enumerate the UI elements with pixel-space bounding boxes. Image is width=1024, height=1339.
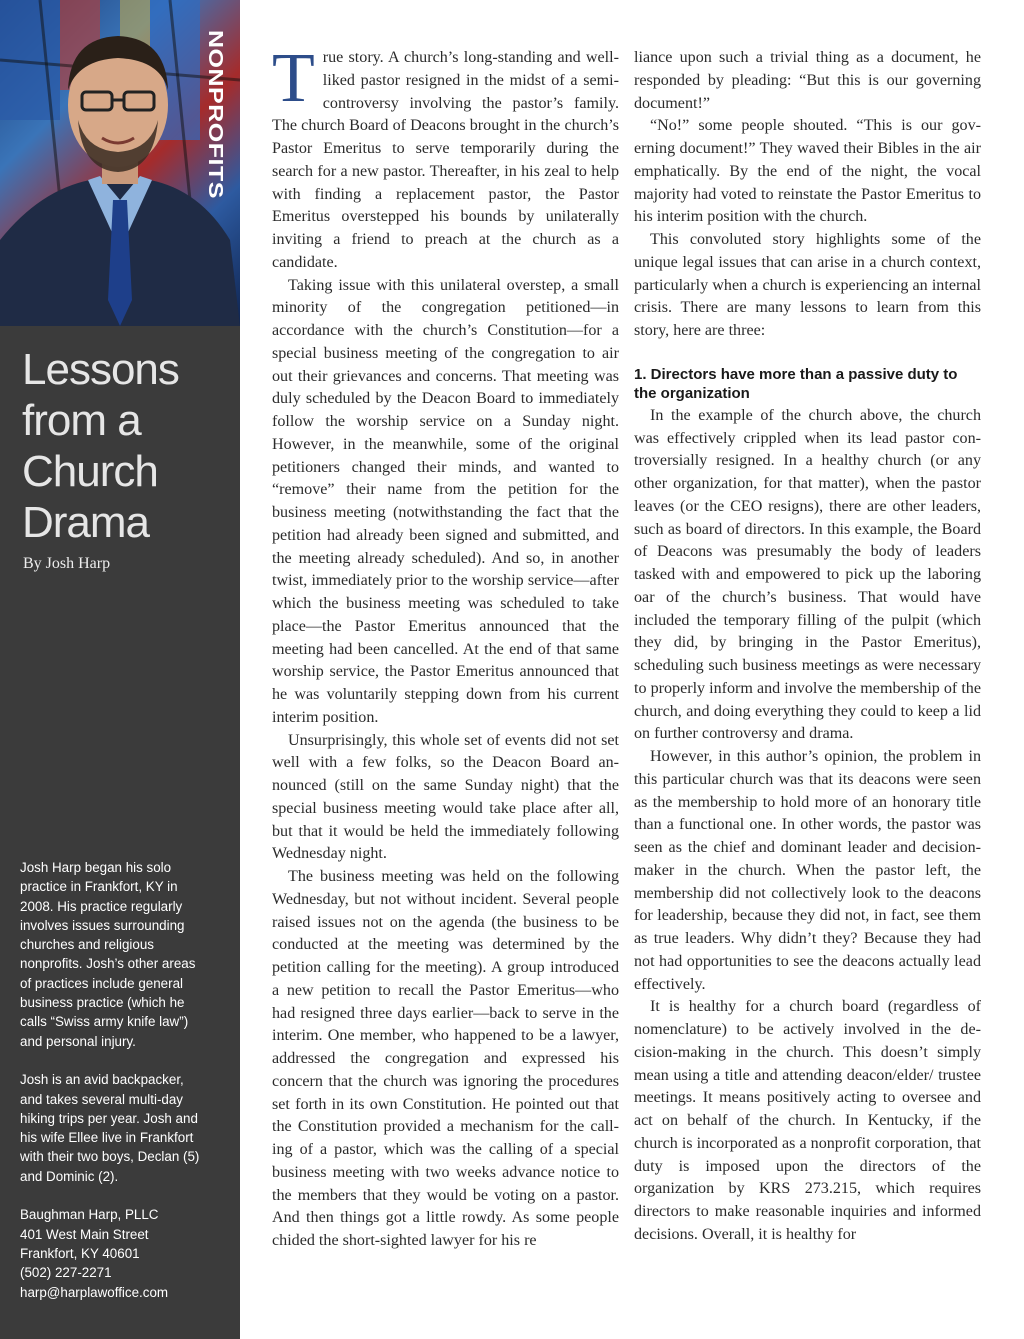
bio-line: churches and religious	[20, 937, 154, 953]
article-paragraph: Taking issue with this unilateral overstep, a small minority of the congregation petitioned—in accordance with the church’s Constitution—for a special business meeting of the congregation to air out their grievances and concerns. That meeting was duly scheduled by the Deacon Board to immediately follow the worship service on a Sunday night. However, in the meanwhile, some of the original petitioners changed their minds, and wanted to “remove” their name from the petition for the business meeting (notwithstanding the fact that the petition had already been signed and submitted, and the meeting already scheduled). And so, in another twist, immediately prior to the worship service—after which the business meeting was scheduled to take place—the Pastor Emeritus announced that the meeting had been cancelled. At the end of that same worship service, the Pastor Emeritus announced that he was voluntarily stepping down from his current interim position.	[272, 276, 619, 726]
bio-line: business practice (which he	[20, 995, 185, 1011]
bio-line: and takes several multi-day	[20, 1091, 183, 1107]
title-line: Lessons	[22, 345, 179, 394]
city-state-zip: Frankfort, KY 40601	[20, 1245, 140, 1261]
article-paragraph: However, in this author’s opinion, the problem in this particular church was that its deacons were seen as the membership to hold more of an honorary title than a functional one. In other words, the pastor was seen as the chief and dominant leader and decision-maker in the church. When the pastor left, the membership did not collectively look to the deacons for leadership, because they did not, in fact, see them as true leaders. Why didn’t they? Because they had not had opportunities to see the deacons actually lead effectively.	[634, 748, 981, 993]
bio-line: his wife Ellee live in Frankfort	[20, 1130, 194, 1146]
bio-line: of practices include general	[20, 975, 184, 991]
article-paragraph	[272, 40, 619, 275]
section-label: NONPROFITS	[204, 30, 228, 199]
bio-line: Josh Harp began his solo	[20, 860, 172, 875]
paragraph-text: rue story. A church’s long-standing and well-liked pastor resigned in the midst of a semi-controversy involving the pastor’s family. The church Board of Deacons brought in the church’s Pastor Emeritus to serve temporarily during the search for a new pastor. Thereafter, in his zeal to help with finding a replacement pastor, the Pastor Emeritus overstepped his bounds by unilaterally inviting a friend to preach at the church as a candidate.	[272, 49, 619, 271]
author-bio	[20, 858, 232, 1321]
article-column-2	[634, 47, 981, 1247]
byline: By Josh Harp	[23, 555, 111, 572]
article-paragraph: In the example of the church above, the church was effectively crippled when its lead pastor controversially resigned. In a healthy church (or any other organization, for that matter), when the pastor leaves (or the CEO resigns), there are other leaders, such as board of directors. In this example, the Board of Deacons was presumably the body of leaders tasked with and empowered to pick up the laboring oar of the church’s business. That would have included the temporary filling of the pulpit (which they did, by bringing in the Pastor Emeritus), scheduling such business meetings as were necessary to properly inform and involve the membership of the church, and doing everything they could to keep a lid on further controversy and drama.	[634, 406, 981, 743]
bio-line: nonprofits. Josh’s other areas	[20, 956, 196, 972]
bio-paragraph	[20, 858, 232, 1051]
title-line: from a	[22, 396, 141, 445]
article-title	[22, 344, 232, 548]
section-heading: 1. Directors have more than a passive duty to the organization	[634, 365, 958, 402]
bio-line: calls “Swiss army knife law”)	[20, 1014, 189, 1030]
bio-line: involves issues surrounding	[20, 917, 185, 933]
article-paragraph: This convoluted story highlights some of the unique legal issues that can arise in a church context, particularly when a church is experiencing an internal crisis. There are many lessons to learn from this story, here are three:	[634, 231, 981, 339]
bio-paragraph	[20, 1070, 232, 1186]
bio-line: with their two boys, Declan (5)	[20, 1149, 200, 1165]
author-sidebar	[0, 0, 240, 1339]
article-column-1	[272, 40, 619, 1253]
phone-number: (502) 227-2271	[20, 1265, 112, 1281]
bio-line: and personal injury.	[20, 1033, 136, 1049]
title-line: Church	[22, 447, 158, 496]
bio-line: and Dominic (2).	[20, 1168, 119, 1184]
article-paragraph: “No!” some people shouted. “This is our governing document!” They waved their Bibles in the air emphatically. By the end of the night, the vocal majority had voted to reinstate the Pastor Emeritus to his interim position with the church.	[634, 117, 981, 226]
drop-cap: T	[272, 40, 315, 117]
article-paragraph: Unsurprisingly, this whole set of events did not set well with a few folks, so the Deacon Board announced (still on the same Sunday night) that the special business meeting would take place after all, but that it would be held the immediately following Wednesday night.	[272, 731, 619, 863]
title-line: Drama	[22, 498, 150, 547]
article-paragraph: liance upon such a trivial thing as a document, he responded by pleading: “But this is our governing document!”	[634, 49, 981, 112]
contact-info	[20, 1205, 232, 1301]
article-paragraph: The business meeting was held on the following Wednesday, but not without incident. Several people raised issues not on the agenda (the business to be conducted at the meeting was determined by the petition calling for the meeting). A group introduced a new petition to recall the Pastor Emeritus—who had resigned three days earlier—back to serve in the interim. One member, who happened to be a lawyer, addressed the congregation and expressed his concern that the church was ignoring the procedures set forth in its own Constitution. He pointed out that the Constitution provided a mechanism for the calling of a pastor, which was the calling of a special business meeting with two weeks advance notice to the members that they would be voting on a pastor. And then things got a little rowdy. As some people chided the short-sighted lawyer for his re	[272, 868, 619, 1249]
firm-name: Baughman Harp, PLLC	[20, 1207, 159, 1223]
street-address: 401 West Main Street	[20, 1226, 149, 1242]
email-address: harp@harplawoffice.com	[20, 1284, 169, 1300]
bio-line: practice in Frankfort, KY in	[20, 879, 178, 895]
bio-line: Josh is an avid backpacker,	[20, 1072, 184, 1088]
bio-line: 2008. His practice regularly	[20, 898, 183, 914]
article-paragraph: It is healthy for a church board (regardless of nomenclature) to be actively involved in the decision-making in the church. This doesn’t simply mean using a title and attending deacon/elder/ trustee meetings. It means positively acting to oversee and act on behalf of the church. In Kentucky, if the church is incorporated as a nonprofit corporation, that duty is imposed upon the directors of the organization by KRS 273.215, which requires directors to make reasonable inquiries and informed decisions. Overall, it is healthy for	[634, 998, 981, 1243]
bio-line: hiking trips per year. Josh and	[20, 1110, 198, 1126]
